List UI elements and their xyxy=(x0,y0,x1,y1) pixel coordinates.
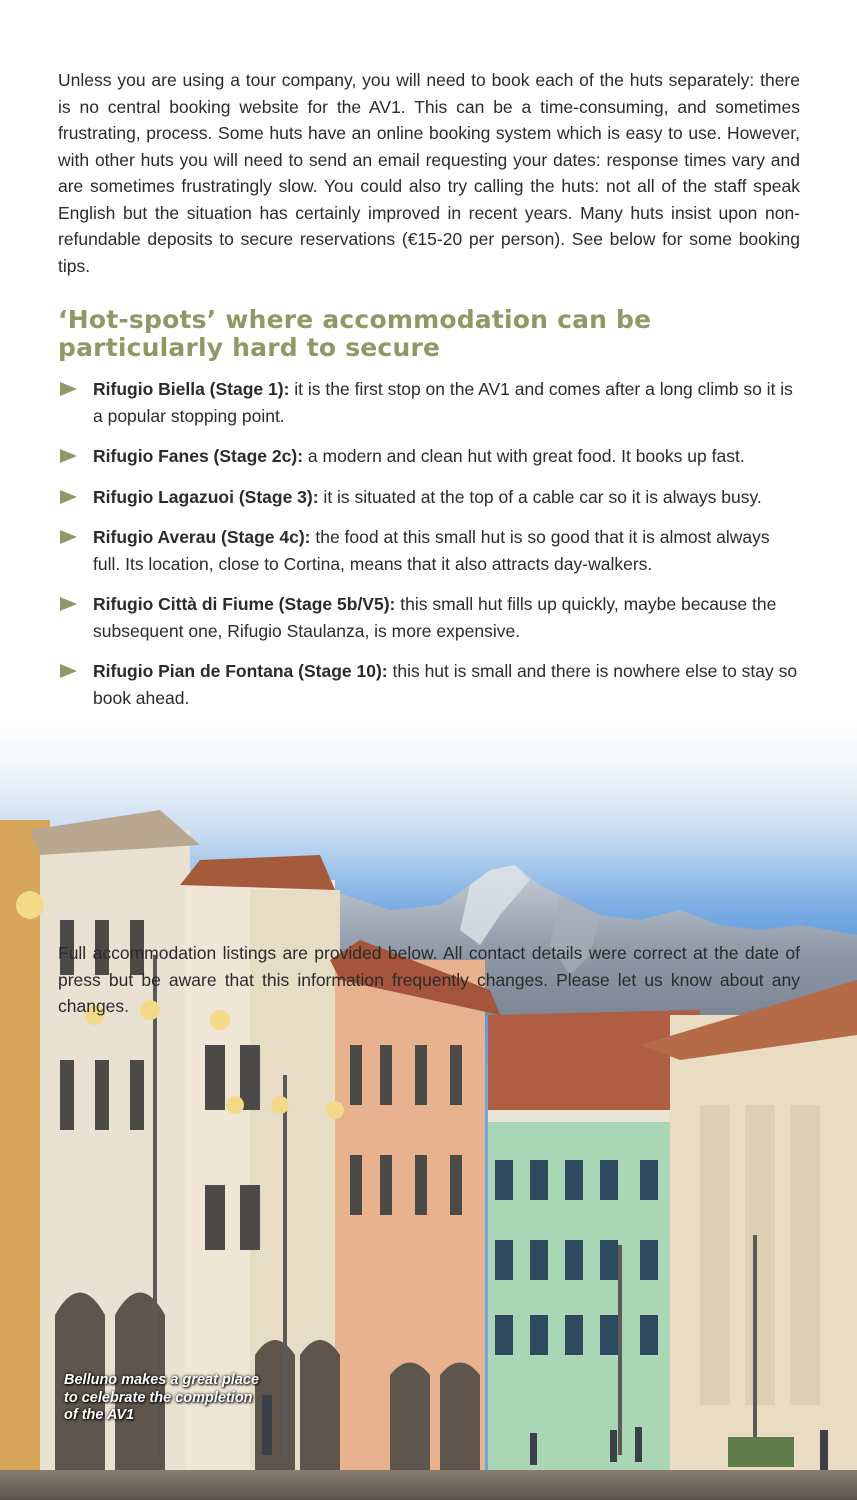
hut-name: Rifugio Averau (Stage 4c): xyxy=(93,527,311,547)
intro-paragraph: Unless you are using a tour company, you will need to book each of the huts separately: there is no central booking website for the AV1. This can be a time-consuming, and sometimes frustrating, process. Some huts have an online booking system which is easy to use. However, with other huts you will need to send an email requesting your dates: response times vary and are sometimes frustratingly slow. You could also try calling the huts: not all of the staff speak English but the situation has certainly improved in recent years. Many huts insist upon non-refundable deposits to secure reservations (€15-20 per person). See below for some booking tips. xyxy=(58,70,800,276)
hut-name: Rifugio Biella (Stage 1): xyxy=(93,379,290,399)
triangle-bullet-icon xyxy=(60,597,77,611)
triangle-bullet-icon xyxy=(60,664,77,678)
list-item xyxy=(58,443,800,470)
triangle-bullet-icon xyxy=(60,449,77,463)
hut-description: a modern and clean hut with great food. It books up fast. xyxy=(303,446,745,466)
hut-name: Rifugio Pian de Fontana (Stage 10): xyxy=(93,661,388,681)
section-heading: ‘Hot-spots’ where accommodation can be particularly hard to secure xyxy=(58,305,652,362)
list-item xyxy=(58,524,800,577)
photo-caption: Belluno makes a great place to celebrate the completion of the AV1 xyxy=(64,1372,260,1423)
hut-name: Rifugio Città di Fiume (Stage 5b/V5): xyxy=(93,594,396,614)
hut-name: Rifugio Fanes (Stage 2c): xyxy=(93,446,304,466)
hotspot-list xyxy=(58,376,800,725)
list-item xyxy=(58,376,800,429)
hut-description: this small hut fills up quickly, maybe because the subsequent one, Rifugio Staulanza, is more expensive. xyxy=(93,594,777,641)
hut-description: this hut is small and there is nowhere else to stay so book ahead. xyxy=(93,661,798,708)
list-item xyxy=(58,591,800,644)
hut-description: the food at this small hut is so good that it is almost always full. Its location, close to Cortina, means that it also attracts day-walkers. xyxy=(93,527,770,574)
triangle-bullet-icon xyxy=(60,382,77,396)
hut-description: it is the first stop on the AV1 and comes after a long climb so it is a popular stopping point. xyxy=(93,379,793,426)
triangle-bullet-icon xyxy=(60,530,77,544)
hut-name: Rifugio Lagazuoi (Stage 3): xyxy=(93,486,319,507)
hut-description: it is situated at the top of a cable car so it is always busy. xyxy=(318,486,762,507)
triangle-bullet-icon xyxy=(60,490,77,504)
list-item xyxy=(58,484,800,511)
list-item xyxy=(58,658,800,711)
outro-paragraph: Full accommodation listings are provided below. All contact details were correct at the date of press but be aware that this information frequently changes. Please let us know about any changes. xyxy=(58,943,800,1016)
